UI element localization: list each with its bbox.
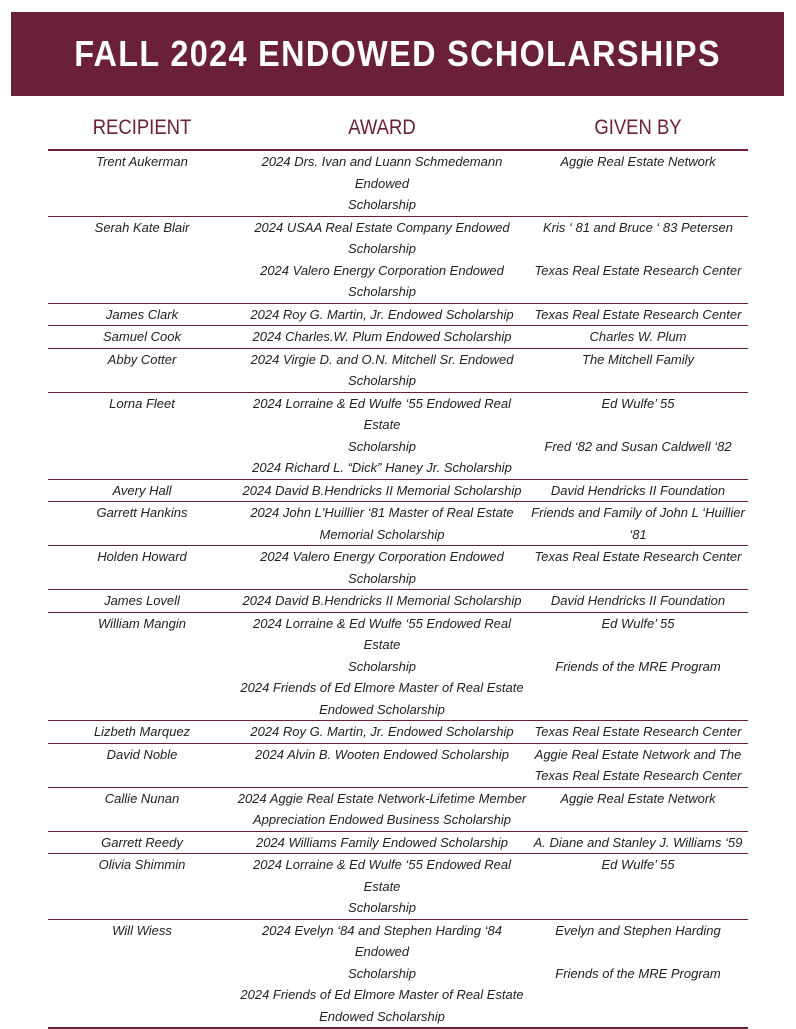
given-by-entry xyxy=(528,613,748,656)
award-text: 2024 Valero Energy Corporation Endowed xyxy=(236,260,528,282)
recipient-cell xyxy=(48,326,236,348)
given-by-entry xyxy=(528,832,748,854)
given-by-text xyxy=(528,238,748,260)
table-row xyxy=(48,832,748,855)
given-by-text xyxy=(528,984,748,1006)
award-cell xyxy=(236,744,528,787)
recipient-cell xyxy=(48,151,236,216)
table-row xyxy=(48,502,748,546)
award-cell xyxy=(236,349,528,392)
table-row xyxy=(48,744,748,788)
award-text: Scholarship xyxy=(236,194,528,216)
recipient-name: Olivia Shimmin xyxy=(48,854,236,876)
award-entry xyxy=(236,920,528,985)
recipient-name: Samuel Cook xyxy=(48,326,236,348)
award-cell xyxy=(236,546,528,589)
recipient-name: Trent Aukerman xyxy=(48,151,236,173)
header-award: AWARD xyxy=(254,116,511,140)
given-by-cell xyxy=(528,920,748,1028)
table-row xyxy=(48,217,748,304)
award-text: 2024 Valero Energy Corporation Endowed xyxy=(236,546,528,568)
given-by-cell xyxy=(528,546,748,589)
given-by-cell xyxy=(528,217,748,303)
table-row xyxy=(48,721,748,744)
given-by-cell xyxy=(528,721,748,743)
table-row xyxy=(48,349,748,393)
award-entry xyxy=(236,326,528,348)
award-cell xyxy=(236,502,528,545)
award-text: Scholarship xyxy=(236,436,528,458)
given-by-text: Friends of the MRE Program xyxy=(528,656,748,678)
award-cell xyxy=(236,217,528,303)
recipient-name: Serah Kate Blair xyxy=(48,217,236,239)
award-cell xyxy=(236,920,528,1028)
given-by-entry xyxy=(528,304,748,326)
given-by-entry xyxy=(528,436,748,458)
given-by-cell xyxy=(528,744,748,787)
given-by-entry xyxy=(528,744,748,787)
recipient-cell xyxy=(48,502,236,545)
given-by-cell xyxy=(528,326,748,348)
given-by-text: Texas Real Estate Research Center xyxy=(528,721,748,743)
table-row xyxy=(48,151,748,217)
award-text xyxy=(236,765,528,787)
given-by-entry xyxy=(528,546,748,589)
award-text: 2024 David B.Hendricks II Memorial Scholarship xyxy=(236,480,528,502)
recipient-name: William Mangin xyxy=(48,613,236,635)
award-entry xyxy=(236,832,528,854)
award-text: 2024 Drs. Ivan and Luann Schmedemann Endowed xyxy=(236,151,528,194)
award-text: Scholarship xyxy=(236,568,528,590)
given-by-text: Friends of the MRE Program xyxy=(528,963,748,985)
award-text: 2024 Aggie Real Estate Network-Lifetime Member xyxy=(236,788,528,810)
given-by-text: Texas Real Estate Research Center xyxy=(528,765,748,787)
given-by-cell xyxy=(528,832,748,854)
given-by-entry xyxy=(528,721,748,743)
table-row xyxy=(48,546,748,590)
recipient-cell xyxy=(48,393,236,479)
award-text: Scholarship xyxy=(236,370,528,392)
award-text: 2024 John L'Huillier ‘81 Master of Real Estate xyxy=(236,502,528,524)
given-by-text xyxy=(528,414,748,436)
award-text: Scholarship xyxy=(236,897,528,919)
given-by-cell xyxy=(528,151,748,216)
recipient-cell xyxy=(48,217,236,303)
scholarship-table xyxy=(48,108,748,1029)
given-by-cell xyxy=(528,854,748,919)
given-by-text: Ed Wulfe’ 55 xyxy=(528,613,748,635)
recipient-cell xyxy=(48,854,236,919)
given-by-entry xyxy=(528,349,748,392)
recipient-name: Lorna Fleet xyxy=(48,393,236,415)
given-by-text: Texas Real Estate Research Center xyxy=(528,304,748,326)
table-row xyxy=(48,613,748,722)
award-text: 2024 Charles.W. Plum Endowed Scholarship xyxy=(236,326,528,348)
given-by-cell xyxy=(528,349,748,392)
award-cell xyxy=(236,788,528,831)
recipient-name: Holden Howard xyxy=(48,546,236,568)
recipient-name: Avery Hall xyxy=(48,480,236,502)
given-by-text xyxy=(528,876,748,898)
recipient-name: Garrett Hankins xyxy=(48,502,236,524)
table-body xyxy=(48,151,748,1029)
award-cell xyxy=(236,832,528,854)
award-text: 2024 Friends of Ed Elmore Master of Real Estate xyxy=(236,677,528,699)
header-recipient: RECIPIENT xyxy=(59,116,224,140)
award-text: 2024 USAA Real Estate Company Endowed xyxy=(236,217,528,239)
given-by-entry xyxy=(528,590,748,612)
given-by-entry xyxy=(528,656,748,699)
header-given-by: GIVEN BY xyxy=(541,116,735,140)
award-cell xyxy=(236,480,528,502)
page-title: FALL 2024 ENDOWED SCHOLARSHIPS xyxy=(50,12,746,96)
table-row xyxy=(48,788,748,832)
award-text: 2024 Williams Family Endowed Scholarship xyxy=(236,832,528,854)
award-cell xyxy=(236,590,528,612)
award-entry xyxy=(236,613,528,678)
award-entry xyxy=(236,260,528,303)
award-text: 2024 Lorraine & Ed Wulfe ‘55 Endowed Real Estate xyxy=(236,393,528,436)
award-text: 2024 Roy G. Martin, Jr. Endowed Scholarship xyxy=(236,304,528,326)
award-text: 2024 Richard L. “Dick” Haney Jr. Scholarship xyxy=(236,457,528,479)
given-by-text: Evelyn and Stephen Harding xyxy=(528,920,748,942)
given-by-text: David Hendricks II Foundation xyxy=(528,480,748,502)
given-by-text xyxy=(528,568,748,590)
given-by-cell xyxy=(528,502,748,545)
given-by-entry xyxy=(528,326,748,348)
award-cell xyxy=(236,151,528,216)
award-entry xyxy=(236,151,528,216)
given-by-text: Kris ‘ 81 and Bruce ‘ 83 Petersen xyxy=(528,217,748,239)
award-entry xyxy=(236,304,528,326)
award-text: 2024 Evelyn ‘84 and Stephen Harding ‘84 Endowed xyxy=(236,920,528,963)
award-text: 2024 Friends of Ed Elmore Master of Real Estate xyxy=(236,984,528,1006)
recipient-cell xyxy=(48,546,236,589)
given-by-entry xyxy=(528,393,748,436)
given-by-text: ‘81 xyxy=(528,524,748,546)
table-header xyxy=(48,108,748,148)
award-text: 2024 Alvin B. Wooten Endowed Scholarship xyxy=(236,744,528,766)
award-entry xyxy=(236,349,528,392)
given-by-text xyxy=(528,370,748,392)
table-row xyxy=(48,854,748,920)
given-by-text: Texas Real Estate Research Center xyxy=(528,260,748,282)
award-entry xyxy=(236,502,528,545)
given-by-text xyxy=(528,677,748,699)
award-text: Scholarship xyxy=(236,238,528,260)
award-text: 2024 Lorraine & Ed Wulfe ‘55 Endowed Real Estate xyxy=(236,613,528,656)
recipient-name: Garrett Reedy xyxy=(48,832,236,854)
given-by-text xyxy=(528,173,748,195)
given-by-cell xyxy=(528,480,748,502)
recipient-cell xyxy=(48,590,236,612)
award-entry xyxy=(236,854,528,919)
recipient-cell xyxy=(48,613,236,721)
given-by-entry xyxy=(528,151,748,194)
award-entry xyxy=(236,721,528,743)
given-by-entry xyxy=(528,260,748,303)
given-by-cell xyxy=(528,613,748,721)
recipient-name: James Clark xyxy=(48,304,236,326)
recipient-name: Abby Cotter xyxy=(48,349,236,371)
table-row xyxy=(48,304,748,327)
recipient-name: Lizbeth Marquez xyxy=(48,721,236,743)
award-text: Scholarship xyxy=(236,963,528,985)
given-by-cell xyxy=(528,304,748,326)
given-by-entry xyxy=(528,480,748,502)
table-row xyxy=(48,326,748,349)
given-by-entry xyxy=(528,502,748,545)
award-text: Endowed Scholarship xyxy=(236,699,528,721)
given-by-entry xyxy=(528,788,748,831)
award-text: Scholarship xyxy=(236,656,528,678)
title-banner xyxy=(11,12,784,96)
award-entry xyxy=(236,457,528,479)
given-by-text: The Mitchell Family xyxy=(528,349,748,371)
table-row xyxy=(48,393,748,480)
award-entry xyxy=(236,788,528,831)
given-by-text: Aggie Real Estate Network xyxy=(528,151,748,173)
award-entry xyxy=(236,590,528,612)
award-text: 2024 David B.Hendricks II Memorial Scholarship xyxy=(236,590,528,612)
given-by-text xyxy=(528,634,748,656)
given-by-text xyxy=(528,809,748,831)
award-entry xyxy=(236,744,528,787)
award-entry xyxy=(236,546,528,589)
award-text: Scholarship xyxy=(236,281,528,303)
table-row xyxy=(48,920,748,1029)
recipient-cell xyxy=(48,788,236,831)
award-text: Memorial Scholarship xyxy=(236,524,528,546)
recipient-name: Will Wiess xyxy=(48,920,236,942)
given-by-text xyxy=(528,941,748,963)
recipient-cell xyxy=(48,920,236,1028)
recipient-cell xyxy=(48,480,236,502)
award-entry xyxy=(236,480,528,502)
given-by-text: Fred ‘82 and Susan Caldwell ‘82 xyxy=(528,436,748,458)
recipient-cell xyxy=(48,832,236,854)
given-by-entry xyxy=(528,920,748,963)
award-text: 2024 Virgie D. and O.N. Mitchell Sr. Endowed xyxy=(236,349,528,371)
given-by-text: Ed Wulfe’ 55 xyxy=(528,854,748,876)
award-entry xyxy=(236,217,528,260)
award-cell xyxy=(236,393,528,479)
given-by-entry xyxy=(528,854,748,897)
award-cell xyxy=(236,854,528,919)
given-by-text: David Hendricks II Foundation xyxy=(528,590,748,612)
given-by-text: Aggie Real Estate Network xyxy=(528,788,748,810)
given-by-text: Friends and Family of John L ‘Huillier xyxy=(528,502,748,524)
recipient-cell xyxy=(48,304,236,326)
award-entry xyxy=(236,393,528,458)
given-by-entry xyxy=(528,963,748,1006)
given-by-cell xyxy=(528,590,748,612)
recipient-name: David Noble xyxy=(48,744,236,766)
given-by-text: Texas Real Estate Research Center xyxy=(528,546,748,568)
award-cell xyxy=(236,613,528,721)
award-cell xyxy=(236,304,528,326)
recipient-cell xyxy=(48,721,236,743)
award-cell xyxy=(236,326,528,348)
given-by-text: A. Diane and Stanley J. Williams ‘59 xyxy=(528,832,748,854)
award-text: Appreciation Endowed Business Scholarship xyxy=(236,809,528,831)
given-by-cell xyxy=(528,788,748,831)
table-row xyxy=(48,590,748,613)
award-text: 2024 Lorraine & Ed Wulfe ‘55 Endowed Real Estate xyxy=(236,854,528,897)
given-by-text: Aggie Real Estate Network and The xyxy=(528,744,748,766)
award-text: Endowed Scholarship xyxy=(236,1006,528,1028)
recipient-cell xyxy=(48,349,236,392)
given-by-entry xyxy=(528,217,748,260)
recipient-name: Callie Nunan xyxy=(48,788,236,810)
table-row xyxy=(48,480,748,503)
given-by-text: Charles W. Plum xyxy=(528,326,748,348)
award-text: 2024 Roy G. Martin, Jr. Endowed Scholarship xyxy=(236,721,528,743)
recipient-name: James Lovell xyxy=(48,590,236,612)
given-by-cell xyxy=(528,393,748,479)
given-by-text: Ed Wulfe’ 55 xyxy=(528,393,748,415)
award-cell xyxy=(236,721,528,743)
recipient-cell xyxy=(48,744,236,787)
given-by-text xyxy=(528,281,748,303)
award-entry xyxy=(236,984,528,1027)
award-entry xyxy=(236,677,528,720)
